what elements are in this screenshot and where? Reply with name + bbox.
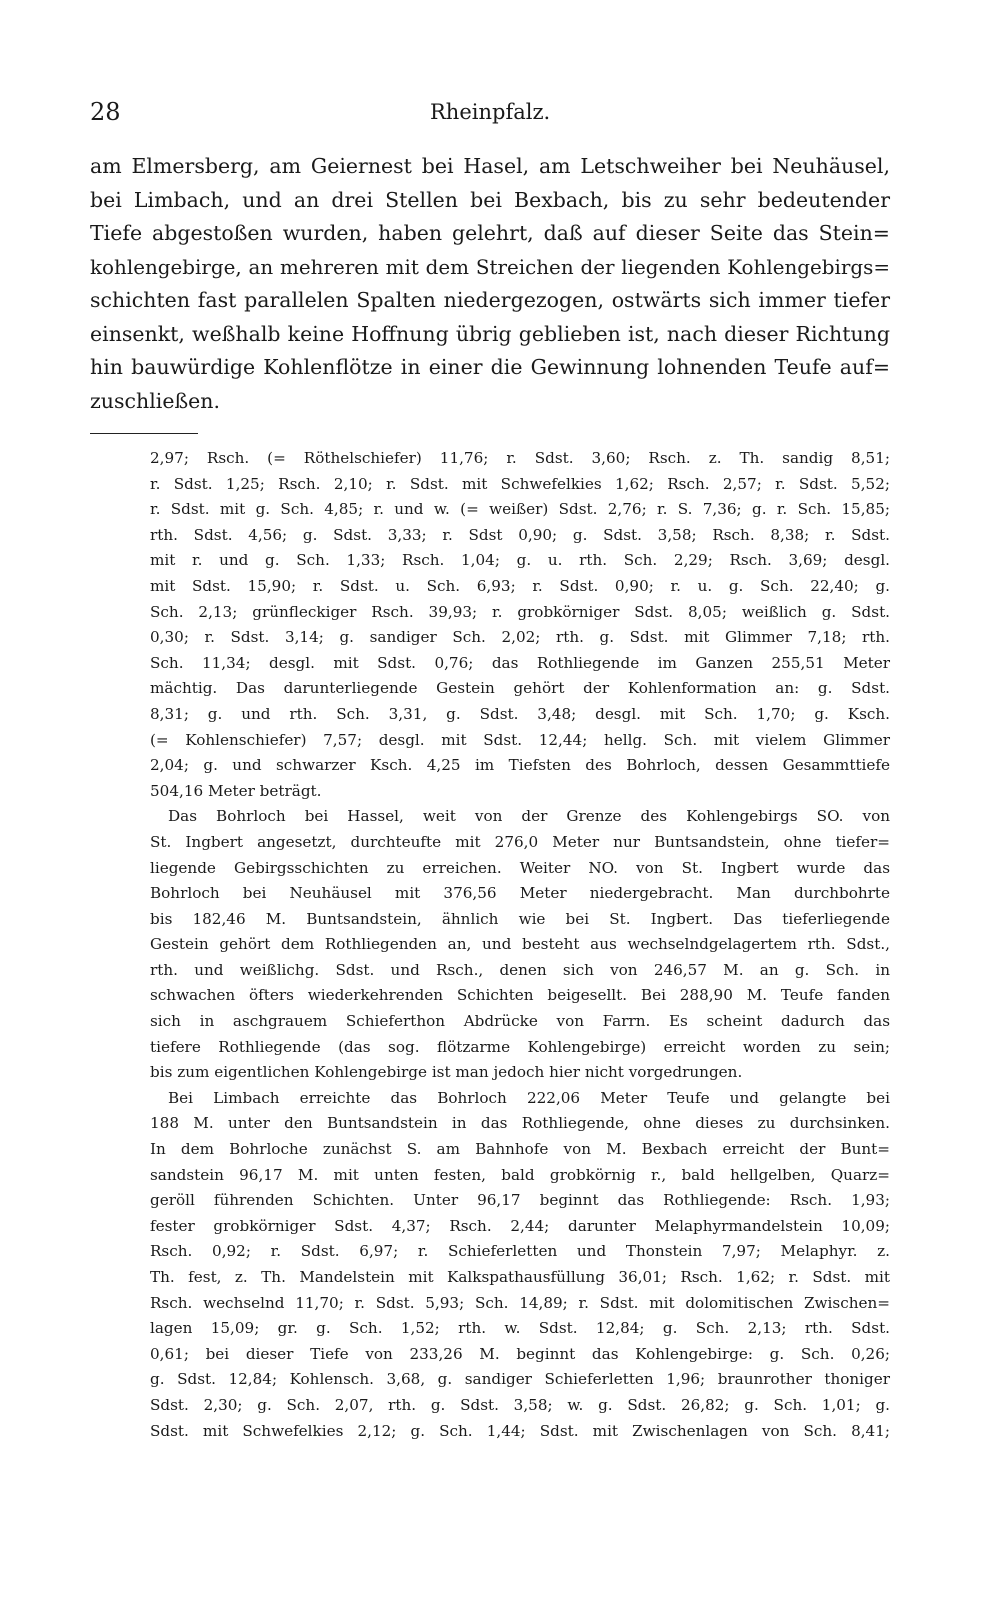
footnote-line: Das Bohrloch bei Hassel, weit von der Grenze des Kohlengebirgs SO. von — [168, 807, 890, 826]
text-line: Tiefe abgestoßen wurden, haben gelehrt, daß auf dieser Seite das Stein= — [90, 221, 890, 245]
footnote-line: mächtig. Das darunterliegende Gestein gehört der Kohlenformation an: g. Sdst. — [150, 679, 890, 698]
footnote-line: sandstein 96,17 M. mit unten festen, bald grobkörnig r., bald hellgelben, Quarz= — [150, 1165, 890, 1184]
footnote-line: rth. Sdst. 4,56; g. Sdst. 3,33; r. Sdst 0,90; g. Sdst. 3,58; Rsch. 8,38; r. Sdst. — [150, 525, 890, 544]
footnote-line: r. Sdst. mit g. Sch. 4,85; r. und w. (= weißer) Sdst. 2,76; r. S. 7,36; g. r. Sch. 15,85; — [150, 500, 890, 519]
footnote-line: 0,30; r. Sdst. 3,14; g. sandiger Sch. 2,02; rth. g. Sdst. mit Glimmer 7,18; rth. — [150, 628, 890, 647]
text-line: kohlengebirge, an mehreren mit dem Streichen der liegenden Kohlengebirgs= — [90, 255, 890, 279]
footnote-line: g. Sdst. 12,84; Kohlensch. 3,68, g. sandiger Schieferletten 1,96; braunrother thoniger — [150, 1370, 890, 1389]
text-line: am Elmersberg, am Geiernest bei Hasel, am Letschweiher bei Neuhäusel, — [90, 154, 890, 178]
text-line: schichten fast parallelen Spalten niedergezogen, ostwärts sich immer tiefer — [90, 288, 890, 312]
footnote-line: geröll führenden Schichten. Unter 96,17 beginnt das Rothliegende: Rsch. 1,93; — [150, 1191, 890, 1210]
footnote-line: bis 182,46 M. Buntsandstein, ähnlich wie bei St. Ingbert. Das tieferliegende — [150, 909, 890, 928]
footnote-line: 188 M. unter den Buntsandstein in das Rothliegende, ohne dieses zu durchsinken. — [150, 1114, 890, 1133]
footnote-line: In dem Bohrloche zunächst S. am Bahnhofe von M. Bexbach erreicht der Bunt= — [150, 1140, 890, 1159]
footnote-line: 2,97; Rsch. (= Röthelschiefer) 11,76; r. Sdst. 3,60; Rsch. z. Th. sandig 8,51; — [150, 449, 890, 467]
text-line: zuschließen. — [90, 388, 220, 413]
footnote-line: Sch. 2,13; grünfleckiger Rsch. 39,93; r. grobkörniger Sdst. 8,05; weißlich g. Sdst. — [150, 602, 890, 621]
text-line: hin bauwürdige Kohlenflötze in einer die Gewinnung lohnenden Teufe auf= — [90, 355, 890, 379]
footnote-line: Th. fest, z. Th. Mandelstein mit Kalkspathausfüllung 36,01; Rsch. 1,62; r. Sdst. mit — [150, 1268, 890, 1286]
footnote-line: Rsch. 0,92; r. Sdst. 6,97; r. Schieferletten und Thonstein 7,97; Melaphyr. z. — [150, 1242, 890, 1261]
text-line: einsenkt, weßhalb keine Hoffnung übrig geblieben ist, nach dieser Richtung — [90, 321, 890, 346]
footnote-line: Sdst. 2,30; g. Sch. 2,07, rth. g. Sdst. 3,58; w. g. Sdst. 26,82; g. Sch. 1,01; g. — [150, 1395, 890, 1414]
footnote-limbach-paragraph — [150, 1086, 890, 1444]
footnote-line: 0,61; bei dieser Tiefe von 233,26 M. beginnt das Kohlengebirge: g. Sch. 0,26; — [150, 1344, 890, 1363]
footnote-line: Sdst. mit Schwefelkies 2,12; g. Sch. 1,44; Sdst. mit Zwischenlagen von Sch. 8,41; — [150, 1421, 890, 1440]
page-number: 28 — [90, 98, 121, 126]
footnote-separator — [90, 433, 198, 434]
footnote-continuation — [150, 446, 890, 804]
footnote-line: liegende Gebirgsschichten zu erreichen. Weiter NO. von St. Ingbert wurde das — [150, 858, 890, 877]
footnote-line: (= Kohlenschiefer) 7,57; desgl. mit Sdst. 12,44; hellg. Sch. mit vielem Glimmer — [150, 730, 890, 749]
footnote-line: mit Sdst. 15,90; r. Sdst. u. Sch. 6,93; r. Sdst. 0,90; r. u. g. Sch. 22,40; g. — [150, 576, 890, 595]
footnote-line: schwachen öfters wiederkehrenden Schichten beigesellt. Bei 288,90 M. Teufe fanden — [150, 986, 890, 1005]
footnote-line: St. Ingbert angesetzt, durchteufte mit 276,0 Meter nur Buntsandstein, ohne tiefer= — [150, 832, 890, 851]
footnote-line: r. Sdst. 1,25; Rsch. 2,10; r. Sdst. mit Schwefelkies 1,62; Rsch. 2,57; r. Sdst. 5,52; — [150, 474, 890, 493]
footnote-line: 2,04; g. und schwarzer Ksch. 4,25 im Tiefsten des Bohrloch, dessen Gesammttiefe — [150, 756, 890, 775]
footnote-line: rth. und weißlichg. Sdst. und Rsch., denen sich von 246,57 M. an g. Sch. in — [150, 960, 890, 979]
footnote-line: Bei Limbach erreichte das Bohrloch 222,06 Meter Teufe und gelangte bei — [168, 1088, 890, 1107]
footnote-line: fester grobkörniger Sdst. 4,37; Rsch. 2,44; darunter Melaphyrmandelstein 10,09; — [150, 1216, 890, 1235]
footnote-line: sich in aschgrauem Schieferthon Abdrücke von Farrn. Es scheint dadurch das — [150, 1012, 890, 1031]
footnote-line: mit r. und g. Sch. 1,33; Rsch. 1,04; g. u. rth. Sch. 2,29; Rsch. 3,69; desgl. — [150, 551, 890, 570]
footnote-line: lagen 15,09; gr. g. Sch. 1,52; rth. w. Sdst. 12,84; g. Sch. 2,13; rth. Sdst. — [150, 1319, 890, 1338]
footnote-line: bis zum eigentlichen Kohlengebirge ist man jedoch hier nicht vorgedrungen. — [150, 1063, 743, 1082]
footnote-line: 8,31; g. und rth. Sch. 3,31, g. Sdst. 3,48; desgl. mit Sch. 1,70; g. Ksch. — [150, 704, 890, 723]
footnote-line: Sch. 11,34; desgl. mit Sdst. 0,76; das Rothliegende im Ganzen 255,51 Meter — [150, 653, 890, 672]
running-head: Rheinpfalz. — [430, 100, 551, 124]
footnote-line: Gestein gehört dem Rothliegenden an, und besteht aus wechselndgelagertem rth. Sdst., — [150, 935, 890, 954]
footnote-line: 504,16 Meter beträgt. — [150, 781, 322, 800]
main-paragraph — [90, 150, 890, 418]
footnote-line: Bohrloch bei Neuhäusel mit 376,56 Meter niedergebracht. Man durchbohrte — [150, 884, 890, 903]
footnote-line: tiefere Rothliegende (das sog. flötzarme Kohlengebirge) erreicht worden zu sein; — [150, 1037, 890, 1056]
footnote-block — [150, 446, 890, 1444]
text-line: bei Limbach, und an drei Stellen bei Bexbach, bis zu sehr bedeutender — [90, 187, 890, 212]
page-header — [90, 98, 890, 138]
footnote-hassel-paragraph — [150, 804, 890, 1086]
footnote-line: Rsch. wechselnd 11,70; r. Sdst. 5,93; Sch. 14,89; r. Sdst. mit dolomitischen Zwischen= — [150, 1293, 890, 1312]
